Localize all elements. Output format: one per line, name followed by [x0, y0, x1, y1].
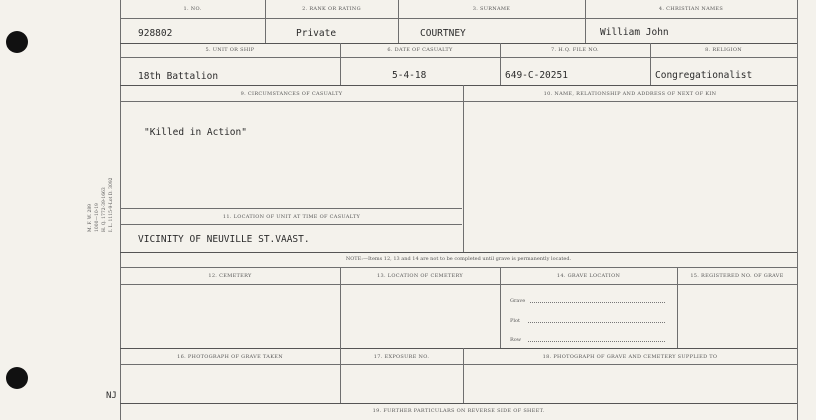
rule [500, 267, 501, 348]
rule [120, 101, 797, 102]
rule [120, 348, 797, 349]
header-date: 6. DATE OF CASUALTY [387, 47, 453, 53]
note: NOTE:—Items 12, 13 and 14 are not to be completed until grave is permanently located. [345, 256, 572, 262]
rule [120, 18, 797, 19]
header-next-of-kin: 10. NAME, RELATIONSHIP AND ADDRESS OF NEXT OF KIN [543, 91, 717, 97]
religion-value: Congregationalist [655, 70, 753, 81]
rule [463, 85, 464, 252]
rank-value: Private [296, 28, 337, 39]
plot-label: Plot [510, 318, 520, 324]
rule [120, 224, 462, 225]
rule [340, 267, 341, 348]
rule [120, 43, 797, 44]
header-christian-names: 4. CHRISTIAN NAMES [658, 6, 724, 12]
form-code-4: I. L. 1115-9-Lot D. 3092 [109, 177, 114, 232]
header-religion: 8. RELIGION [705, 47, 742, 53]
unit-value: 18th Battalion [138, 71, 219, 82]
header-location-of-cemetery: 13. LOCATION OF CEMETERY [377, 273, 463, 279]
christian-names-value: William John [600, 27, 669, 38]
header-cemetery: 12. CEMETERY [208, 273, 252, 279]
rule [120, 85, 797, 86]
footer-further-particulars: 19. FURTHER PARTICULARS ON REVERSE SIDE OF SHEET. [372, 408, 545, 414]
header-photograph-supplied: 18. PHOTOGRAPH OF GRAVE AND CEMETERY SUPPLIED TO [542, 354, 718, 360]
row-line [528, 341, 665, 342]
service-number: 928802 [138, 28, 173, 39]
location-of-unit-value: VICINITY OF NEUVILLE ST.VAAST. [138, 234, 310, 245]
header-unit: 5. UNIT OR SHIP [205, 47, 255, 53]
plot-line [528, 322, 665, 323]
date-value: 5-4-18 [392, 70, 427, 81]
grave-label: Grave [510, 298, 526, 304]
row-label: Row [510, 337, 522, 343]
frame-right [797, 0, 798, 420]
header-location-of-unit: 11. LOCATION OF UNIT AT TIME OF CASUALTY [222, 214, 361, 220]
rule [120, 208, 462, 209]
punch-hole-top [6, 31, 28, 53]
rule [120, 403, 797, 404]
rule [120, 364, 797, 365]
rule [677, 267, 678, 348]
rule [120, 284, 797, 285]
header-grave-location: 14. GRAVE LOCATION [556, 273, 621, 279]
header-hq-file: 7. H.Q. FILE NO. [551, 47, 599, 53]
header-rank: 2. RANK OR RATING [302, 6, 361, 12]
hq-file-value: 649-C-20251 [505, 70, 568, 81]
header-registered-no: 15. REGISTERED NO. OF GRAVE [690, 273, 784, 279]
grave-line [530, 302, 665, 303]
rule [120, 57, 797, 58]
header-exposure-no: 17. EXPOSURE NO. [373, 354, 430, 360]
header-surname: 3. SURNAME [472, 6, 511, 12]
punch-hole-bottom [6, 367, 28, 389]
form-code-1: M. F. W. 289 [88, 203, 93, 232]
initials: NJ [106, 391, 117, 401]
rule [120, 252, 797, 253]
header-no: 1. NO. [183, 6, 202, 12]
header-photograph-taken: 16. PHOTOGRAPH OF GRAVE TAKEN [177, 354, 283, 360]
rule [120, 267, 797, 268]
circumstances-value: "Killed in Action" [144, 127, 247, 138]
form-code-3: H. Q. 1772-39-1663 [102, 187, 107, 232]
header-circumstances: 9. CIRCUMSTANCES OF CASUALTY [240, 91, 343, 97]
surname-value: COURTNEY [420, 28, 466, 39]
form-code-2: 1000—10-19 [95, 203, 100, 232]
